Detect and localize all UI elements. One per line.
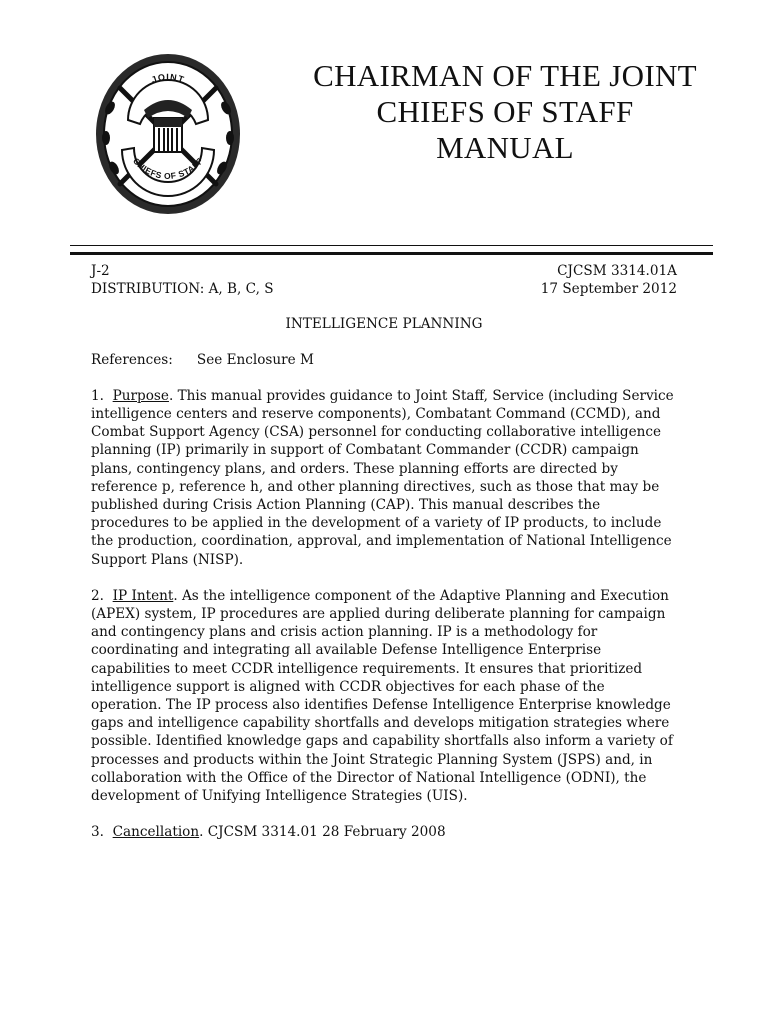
title-line-1: CHAIRMAN OF THE JOINT bbox=[313, 58, 697, 93]
title-line-3: MANUAL bbox=[436, 130, 574, 165]
document-date: 17 September 2012 bbox=[540, 281, 677, 298]
seal-bottom-text: CHIEFS OF STAFF bbox=[130, 155, 206, 181]
paragraph-number: 2. bbox=[91, 587, 104, 604]
paragraph-text: . This manual provides guidance to Joint Staff, Service (including Service intelligence centers and reserve components), Combatant Command (CCMD), and Combat Support Agency (CSA) personnel for conducting collaborative intelligence planning (IP) primarily in support of Combatant Commander (CCDR) campaign plans, contingency plans, and orders. These planning efforts are directed by reference p, reference h, and other planning directives, such as those that may be published during Crisis Action Planning (CAP). This manual describes the procedures to be applied in the development of a variety of IP products, to include the production, coordination, approval, and implementation of National Intelligence Support Plans (NISP). bbox=[91, 387, 674, 568]
paragraph-number: 3. bbox=[91, 824, 104, 841]
references-line bbox=[91, 351, 677, 369]
paragraph-cancellation bbox=[91, 823, 677, 841]
distribution: DISTRIBUTION: A, B, C, S bbox=[91, 281, 274, 298]
paragraph-ip-intent bbox=[91, 587, 677, 805]
paragraph-text: . CJCSM 3314.01 28 February 2008 bbox=[199, 824, 446, 841]
joint-chiefs-seal bbox=[92, 48, 244, 216]
header-divider-thin bbox=[70, 245, 713, 246]
paragraph-heading: Cancellation bbox=[112, 824, 200, 841]
paragraph-heading: IP Intent bbox=[112, 587, 174, 604]
office-code: J-2 bbox=[91, 263, 110, 279]
document-number: CJCSM 3314.01A bbox=[557, 263, 677, 279]
header-row-2 bbox=[91, 280, 677, 298]
document-body bbox=[91, 262, 677, 841]
title-line-2: CHIEFS OF STAFF bbox=[376, 94, 634, 129]
seal-top-text: JOINT bbox=[150, 71, 186, 85]
paragraph-number: 1. bbox=[91, 387, 104, 404]
subject-heading: INTELLIGENCE PLANNING bbox=[285, 316, 483, 333]
references-label: References: bbox=[91, 351, 173, 368]
header-divider-thick bbox=[70, 252, 713, 255]
paragraph-text: . As the intelligence component of the Adaptive Planning and Execution (APEX) system, IP procedures are applied during deliberate planning for campaign and contingency plans and crisis action planning. IP is a methodology for coordinating and integrating all available Defense Intelligence Enterprise capabilities to meet CCDR intelligence requirements. It ensures that prioritized intelligence support is aligned with CCDR objectives for each phase of the operation. The IP process also identifies Defense Intelligence Enterprise knowledge gaps and intelligence capability shortfalls and develops mitigation strategies where possible. Identified knowledge gaps and capability shortfalls also inform a variety of processes and products within the Joint Strategic Planning System (JSPS) and, in collaboration with the Office of the Director of National Intelligence (ODNI), the development of Unifying Intelligence Strategies (UIS). bbox=[91, 587, 673, 805]
paragraph-heading: Purpose bbox=[112, 387, 169, 404]
paragraph-purpose bbox=[91, 387, 677, 569]
document-title bbox=[270, 58, 740, 166]
references-value: See Enclosure M bbox=[196, 351, 314, 368]
header-row-1 bbox=[91, 262, 677, 280]
